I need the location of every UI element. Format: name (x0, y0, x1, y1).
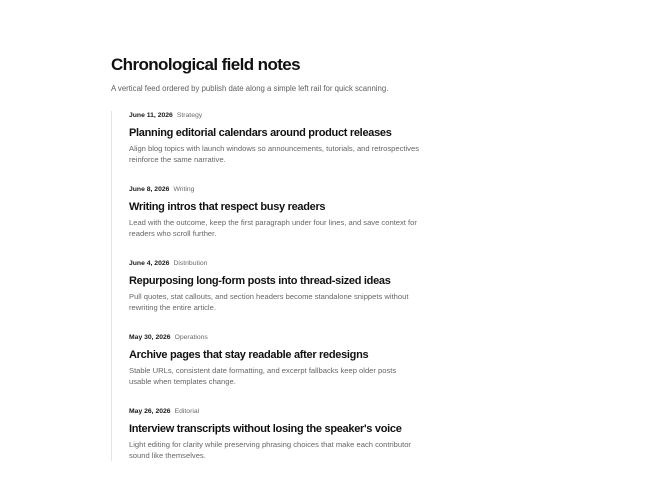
entry-excerpt: Align blog topics with launch windows so announcements, tutorials, and retrospectives reinforce the same narrative. (129, 144, 419, 164)
entry-date: June 4, 2026 (129, 260, 170, 267)
page (111, 54, 431, 461)
entry-date: May 26, 2026 (129, 408, 171, 415)
feed-entry (129, 259, 431, 313)
entry-category: Operations (174, 334, 208, 341)
entry-excerpt: Light editing for clarity while preserving phrasing choices that make each contributor sound like themselves. (129, 440, 411, 460)
entry-title-link[interactable]: Archive pages that stay readable after redesigns (129, 349, 369, 361)
entry-title-link[interactable]: Interview transcripts without losing the speaker's voice (129, 423, 402, 435)
entry-title-link[interactable]: Planning editorial calendars around product releases (129, 127, 392, 139)
feed-entry (129, 185, 431, 239)
entry-title-link[interactable]: Writing intros that respect busy readers (129, 201, 326, 213)
feed-entry (129, 407, 431, 461)
feed-entry (129, 111, 431, 165)
entry-meta (129, 333, 431, 343)
timeline-feed (111, 111, 431, 461)
entry-title-link[interactable]: Repurposing long-form posts into thread-sized ideas (129, 275, 391, 287)
feed-entry (129, 333, 431, 387)
entry-date: June 8, 2026 (129, 186, 170, 193)
entry-date: June 11, 2026 (129, 112, 173, 119)
page-subtitle: A vertical feed ordered by publish date along a simple left rail for quick scanning. (111, 84, 389, 93)
entry-category: Editorial (174, 408, 200, 415)
entry-date: May 30, 2026 (129, 334, 171, 341)
page-title: Chronological field notes (111, 55, 301, 74)
entry-meta (129, 259, 431, 269)
entry-excerpt: Stable URLs, consistent date formatting, and excerpt fallbacks keep older posts usable when templates change. (129, 366, 397, 386)
entry-category: Distribution (173, 260, 208, 267)
entry-category: Strategy (176, 112, 203, 119)
entry-meta (129, 111, 431, 121)
entry-excerpt: Lead with the outcome, keep the first paragraph under four lines, and save context for readers who scroll further. (129, 218, 417, 238)
entry-meta (129, 185, 431, 195)
entry-category: Writing (173, 186, 195, 193)
entry-excerpt: Pull quotes, stat callouts, and section headers become standalone snippets without rewriting the entire article. (129, 292, 409, 312)
entry-meta (129, 407, 431, 417)
